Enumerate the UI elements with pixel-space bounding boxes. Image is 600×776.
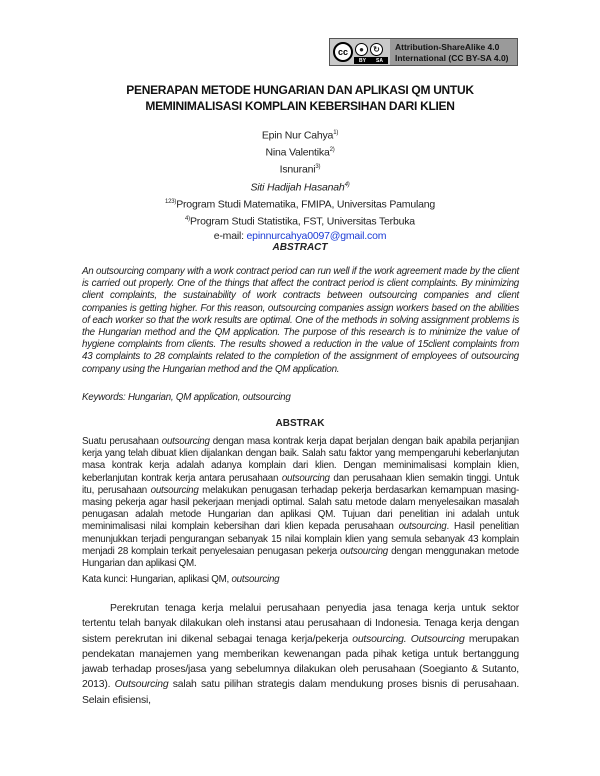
license-line-2: International (CC BY-SA 4.0) [395,53,509,63]
affiliation-sup: 123) [164,198,177,205]
author-sup: 2) [329,147,335,154]
body-paragraph [82,601,519,708]
abstrak-italic: outsourcing [150,484,199,496]
license-text [390,39,517,65]
abstrak-text [82,436,519,570]
abstrak-part: dengan masa kontrak kerja dapat berjalan dengan baik apabila perjanjian kerja yang telah dibuat klien dijalankan dengan baik. Salah satu faktor yang mempengaruhi keberlanjutan masa kontrak kerja adalah adanya komplain dari klien. Dengan meminimalisasi komplain klien, keberlanjutan kontrak kerja antara perusahaan [82,436,519,484]
share-alike-icon: ↻ [370,43,383,56]
body-italic: outsourcing. Outsourcing [352,633,465,645]
body-italic: Outsourcing [114,679,169,691]
abstrak-part: dengan menggunakan metode Hungarian dan aplikasi QM. [82,545,519,570]
author-name: Siti Hadijah Hasanah [250,181,345,194]
affiliation-2 [0,212,600,229]
author-1 [0,126,600,143]
license-strip [354,57,388,64]
affiliation-1 [0,195,600,212]
license-icons [330,39,390,65]
abstrak-part: melakukan penugasan terhadap pekerja berdasarkan kemampuan masing-masing pekerja agar hasil pekerjaan menjadi optimal. Salah satu metode dalam menyelesaikan masalah penugasan adalah metode Hungarian dan aplikasi QM. Tujuan dari penelitian ini adalah untuk meminimalisasi nilai komplain kebersihan dari klien kepada perusahaan [82,484,519,533]
author-name: Epin Nur Cahya [261,129,334,142]
abstract-heading: ABSTRACT [272,242,328,253]
abstrak-part: Suatu perusahaan [82,436,162,447]
attribution-icon: ● [355,43,368,56]
email-link[interactable]: epinnurcahya0097@gmail.com [246,230,387,243]
author-2 [0,143,600,160]
abstrak-part: . Hasil penelitian menunjukkan terjadi pengurangan sebanyak 15 nilai komplain klien yang semula sebanyak 43 komplain menjadi 28 komplain terkait penyelesaian penugasan pekerja [82,521,519,557]
by-label: BY [359,57,366,64]
kata-kunci-italic: outsourcing [231,574,280,585]
affiliation-text: Program Studi Statistika, FST, Universitas Terbuka [189,215,415,228]
author-name: Isnurani [279,163,316,176]
keywords: Keywords: Hungarian, QM application, outsourcing [82,392,291,403]
author-list [0,126,600,244]
license-line-1: Attribution-ShareAlike 4.0 [395,42,500,52]
abstrak-heading: ABSTRAK [275,418,325,429]
cc-icon [333,42,353,62]
author-sup: 3) [315,164,321,171]
license-badge[interactable] [329,38,518,66]
body-part: Perekrutan tenaga kerja melalui perusahaan penyedia jasa tenaga kerja untuk sektor tertentu telah banyak dilakukan oleh instansi atau perusahaan di Indonesia. Tenaga kerja dengan sistem perekrutan ini dikenal sebagai tenaga kerja/pekerja [82,603,519,645]
affiliation-sup: 4) [185,216,190,223]
abstrak-italic: outsourcing [398,521,447,533]
author-sup: 1) [333,130,339,136]
abstrak-part: dan perusahaan klien semakin tinggi. Untuk itu, perusahaan [82,472,520,496]
abstrak-italic: outsourcing [281,472,330,484]
email-label: e-mail: [213,230,247,243]
abstrak-italic: outsourcing [161,436,210,447]
sa-label: SA [376,57,383,64]
affiliation-text: Program Studi Matematika, FMIPA, Universitas Pamulang [176,198,436,211]
abstrak-italic: outsourcing [340,545,388,557]
abstract-text: An outsourcing company with a work contract period can run well if the work agreement made by the client is carried out properly. One of the things that affect the contract period is client complaints. By minimizing client complaints, the sustainability of work contracts between outsourcing companies and client companies is getting higher. For this reason, outsourcing companies assign workers based on the abilities of each worker so that the work results are optimal. One of the methods in solving assignment problems is the Hungarian method and the QM application. The purpose of this research is to minimize the value of hygiene complaints from clients. The results showed a reduction in the value of 15client complaints from 43 complaints to 28 complaints related to the completion of the assignment of employees of outsourcing company using the Hungarian method and the QM application. [82,266,519,375]
paper-title [0,82,600,114]
body-part: salah satu pilihan strategis dalam mendukung proses bisnis di perusahaan. Selain efisiensi, [82,679,520,706]
author-4 [0,178,600,195]
title-line-1: PENERAPAN METODE HUNGARIAN DAN APLIKASI QM UNTUK [126,83,474,97]
kata-kunci [82,574,519,586]
author-3 [0,160,600,177]
body-part: merupakan pendekatan manajemen yang memberikan kewenangan pada pihak ketiga untuk bertanggung jawab terhadap proses/jasa yang sebelumnya dilakukan oleh perusahaan (Soegianto & Sutanto, 2013). [82,633,520,691]
author-sup: 4) [344,181,350,188]
cc-label: cc [337,47,348,57]
kata-kunci-label: Kata kunci: Hungarian, aplikasi QM, [82,574,232,585]
author-name: Nina Valentika [265,146,330,159]
title-line-2: MEMINIMALISASI KOMPLAIN KEBERSIHAN DARI KLIEN [145,99,455,113]
